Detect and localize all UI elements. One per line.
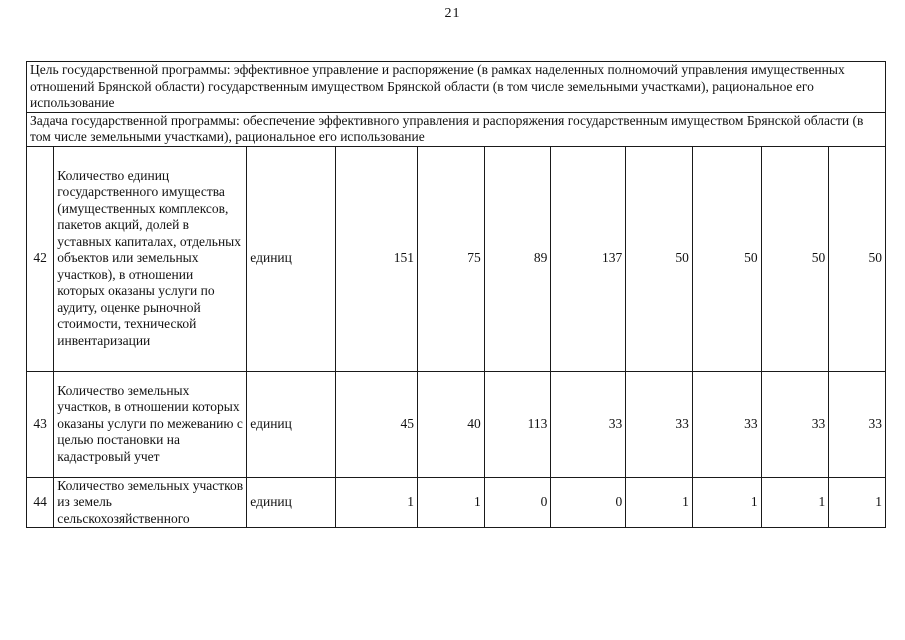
value-cell: 1: [829, 477, 886, 528]
value-cell: 50: [761, 146, 829, 371]
table-row: [27, 146, 886, 371]
unit-cell: единиц: [247, 146, 336, 371]
value-cell: 1: [418, 477, 485, 528]
value-cell: 1: [336, 477, 418, 528]
task-text: Задача государственной программы: обеспечение эффективного управления и распоряжения государственным имуществом Брянской области (в том числе земельными участками), рациональное его использование: [27, 112, 886, 146]
goal-text: Цель государственной программы: эффективное управление и распоряжение (в рамках наделенных полномочий управления имущественных отношений Брянской области) государственным имуществом Брянской области (в том числе земельными участками), рациональное его использование: [27, 62, 886, 113]
indicator-name: Количество единиц государственного имущества (имущественных комплексов, пакетов акций, долей в уставных капиталах, отдельных объектов или земельных участков), в отношении которых оказаны услуги по аудиту, оценке рыночной стоимости, технической инвентаризации: [54, 146, 247, 371]
indicator-name: Количество земельных участков, в отношении которых оказаны услуги по межеванию с целью постановки на кадастровый учет: [54, 371, 247, 477]
value-cell: 33: [829, 371, 886, 477]
table-row: [27, 371, 886, 477]
value-cell: 33: [692, 371, 761, 477]
value-cell: 50: [692, 146, 761, 371]
value-cell: 40: [418, 371, 485, 477]
value-cell: 50: [829, 146, 886, 371]
task-row: [27, 112, 886, 146]
value-cell: 50: [626, 146, 693, 371]
row-number: 43: [27, 371, 54, 477]
value-cell: 33: [626, 371, 693, 477]
value-cell: 1: [761, 477, 829, 528]
row-number: 44: [27, 477, 54, 528]
value-cell: 33: [551, 371, 626, 477]
indicator-name: Количество земельных участков из земель сельскохозяйственного: [54, 477, 247, 528]
value-cell: 75: [418, 146, 485, 371]
value-cell: 0: [484, 477, 551, 528]
row-number: 42: [27, 146, 54, 371]
value-cell: 137: [551, 146, 626, 371]
value-cell: 33: [761, 371, 829, 477]
value-cell: 1: [626, 477, 693, 528]
unit-cell: единиц: [247, 477, 336, 528]
value-cell: 0: [551, 477, 626, 528]
value-cell: 1: [692, 477, 761, 528]
value-cell: 113: [484, 371, 551, 477]
value-cell: 89: [484, 146, 551, 371]
value-cell: 151: [336, 146, 418, 371]
unit-cell: единиц: [247, 371, 336, 477]
value-cell: 45: [336, 371, 418, 477]
goal-row: [27, 62, 886, 113]
indicators-table: [26, 61, 886, 528]
page-number: 21: [444, 6, 461, 21]
table-row: [27, 477, 886, 528]
